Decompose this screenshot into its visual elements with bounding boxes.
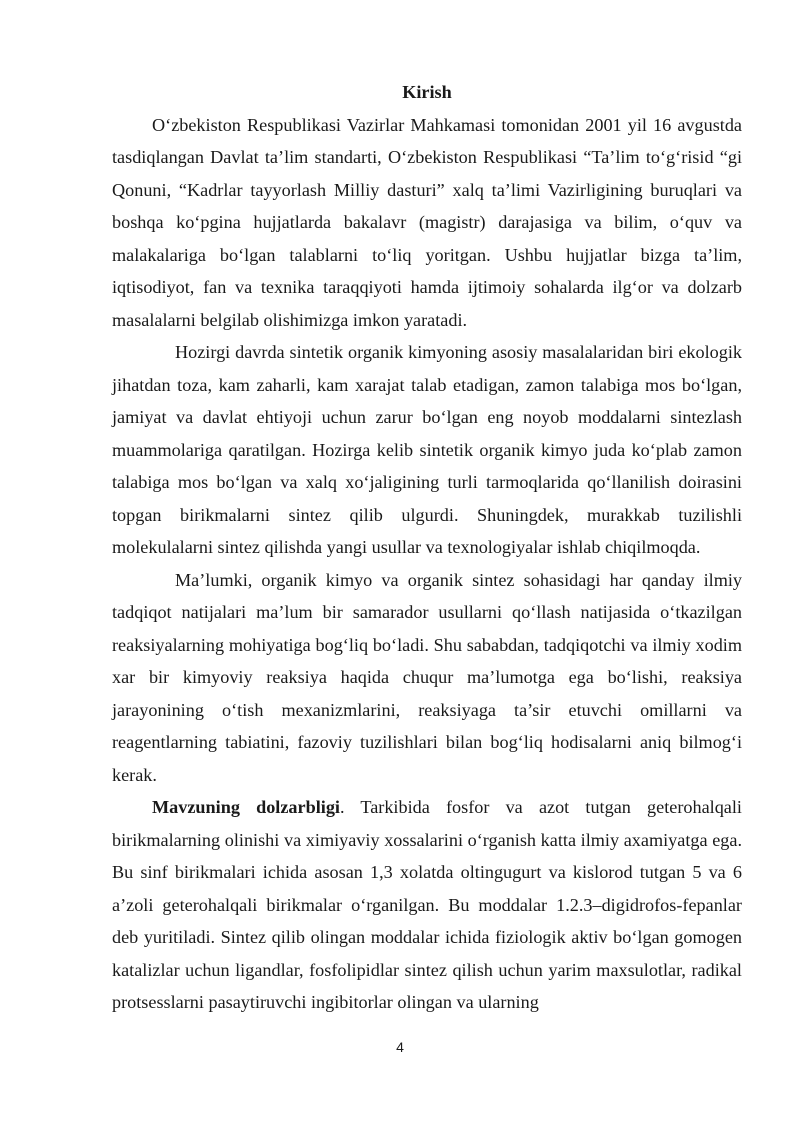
- relevance-heading: Mavzuning dolzarbligi: [152, 797, 340, 817]
- relevance-body: . Tarkibida fosfor va azot tutgan geterohalqali birikmalarning olinishi va ximiyaviy xossalarini o‘rganish katta ilmiy axamiyatga ega. Bu sinf birikmalari ichida asosan 1,3 xolatda oltingugurt va kislorod tutgan 5 va 6 a’zoli geterohalqali birikmalar o‘rganilgan. Bu moddalar 1.2.3–digidrofos-fepanlar deb yuritiladi. Sintez qilib olingan moddalar ichida fiziologik aktiv bo‘lgan gomogen katalizlar uchun ligandlar, fosfolipidlar sintez qilish uchun yarim maxsulotlar, radikal protsesslarni pasaytiruvchi ingibitorlar olingan va ularning: [112, 797, 742, 1012]
- paragraph-intro: O‘zbekiston Respublikasi Vazirlar Mahkamasi tomonidan 2001 yil 16 avgustda tasdiqlangan Davlat ta’lim standarti, O‘zbekiston Respublikasi “Ta’lim to‘g‘risid “gi Qonuni, “Kadrlar tayyorlash Milliy dasturi” xalq ta’limi Vazirligining buruqlari va boshqa ko‘pgina hujjatlarda bakalavr (magistr) darajasiga va bilim, o‘quv va malakalariga bo‘lgan talablarni to‘liq yoritgan. Ushbu hujjatlar bizga ta’lim, iqtisodiyot, fan va texnika taraqqiyoti hamda ijtimoiy sohalarda ilg‘or va dolzarb masalalarni belgilab olishimizga imkon yaratadi.: [112, 114, 742, 330]
- section-title: Kirish: [402, 82, 452, 102]
- paragraph-research-results: Ma’lumki, organik kimyo va organik sintez sohasidagi har qanday ilmiy tadqiqot natijalari ma’lum bir samarador usullarni qo‘llash natijasida o‘tkazilgan reaksiyalarning mohiyatiga bog‘liq bo‘ladi. Shu sababdan, tadqiqotchi va ilmiy xodim xar bir kimyoviy reaksiya haqida chuqur ma’lumotga ega bo‘lishi, reaksiya jarayonining o‘tish mexanizmlarini, reaksiyaga ta’sir etuvchi omillarni va reagentlarning tabiatini, fazoviy tuzilishlari bilan bog‘liq hodisalarni aniq bilmog‘i kerak.: [112, 569, 742, 785]
- document-body: [112, 76, 742, 1019]
- paragraph-synthetic-chemistry: Hozirgi davrda sintetik organik kimyoning asosiy masalalaridan biri ekologik jihatdan toza, kam zaharli, kam xarajat talab etadigan, zamon talabiga mos bo‘lgan, jamiyat va davlat ehtiyoji uchun zarur bo‘lgan eng noyob moddalarni sintezlash muammolariga qaratilgan. Hozirga kelib sintetik organik kimyo juda ko‘plab zamon talabiga mos bo‘lgan va xalq xo‘jaligining turli tarmoqlarida qo‘llanilish doirasini topgan birikmalarni sintez qilib ulgurdi. Shuningdek, murakkab tuzilishli molekulalarni sintez qilishda yangi usullar va texnologiyalar ishlab chiqilmoqda.: [112, 342, 742, 557]
- paragraph-relevance: [112, 791, 742, 1019]
- page-number: 4: [396, 1039, 404, 1055]
